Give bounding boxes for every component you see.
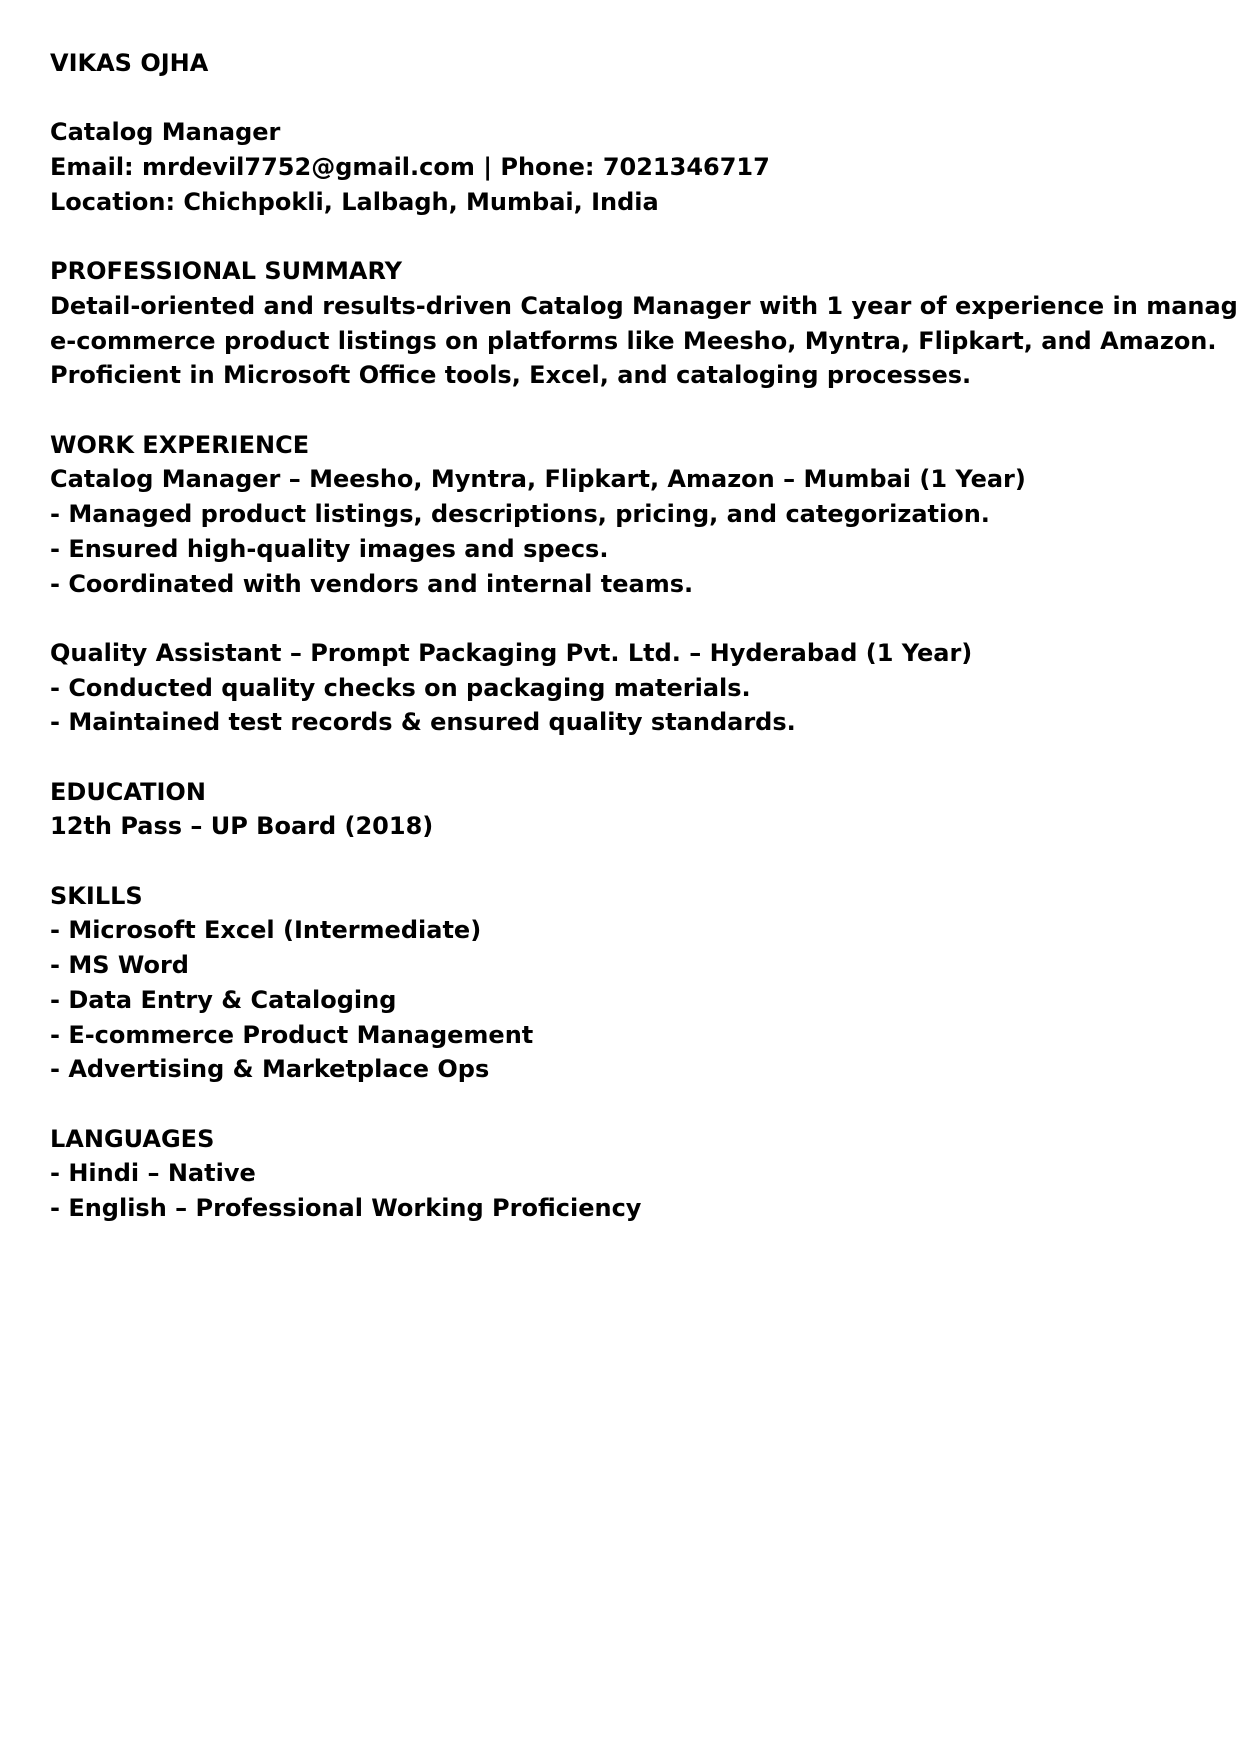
skill-item: - Data Entry & Cataloging [50,985,397,1014]
summary-section [50,254,1240,393]
education-entry: 12th Pass – UP Board (2018) [50,812,434,841]
job-bullet: - Coordinated with vendors and internal teams. [50,569,694,598]
section-heading: PROFESSIONAL SUMMARY [50,257,403,286]
experience-section [50,428,1240,740]
job-entry [50,462,1240,601]
skill-item: - Advertising & Marketplace Ops [50,1055,490,1084]
skill-item: - E-commerce Product Management [50,1020,534,1049]
spacer [50,740,1240,775]
summary-line: Proficient in Microsoft Office tools, Excel, and cataloging processes. [50,361,972,390]
spacer [50,601,1240,636]
job-title: Catalog Manager [50,118,281,147]
section-heading: EDUCATION [50,777,206,806]
location-info: Location: Chichpokli, Lalbagh, Mumbai, India [50,187,659,216]
spacer [50,81,1240,116]
skill-item: - MS Word [50,951,189,980]
job-bullet: - Conducted quality checks on packaging materials. [50,673,751,702]
job-bullet: - Managed product listings, descriptions, pricing, and categorization. [50,500,990,529]
contact-info: Email: mrdevil7752@gmail.com | Phone: 7021346717 [50,153,770,182]
resume-header [50,46,1240,220]
spacer [50,220,1240,255]
languages-section [50,1122,1240,1226]
spacer [50,393,1240,428]
section-heading: LANGUAGES [50,1124,215,1153]
job-entry-title: Quality Assistant – Prompt Packaging Pvt. Ltd. – Hyderabad (1 Year) [50,638,973,667]
language-item: - English – Professional Working Proficiency [50,1194,642,1223]
candidate-name: VIKAS OJHA [50,49,209,77]
resume-content [50,46,1240,1226]
job-entry-title: Catalog Manager – Meesho, Myntra, Flipkart, Amazon – Mumbai (1 Year) [50,465,1026,494]
spacer [50,844,1240,879]
job-bullet: - Ensured high-quality images and specs. [50,534,609,563]
section-heading: SKILLS [50,881,143,910]
skill-item: - Microsoft Excel (Intermediate) [50,916,482,945]
education-section [50,775,1240,844]
language-item: - Hindi – Native [50,1159,256,1188]
job-entry [50,636,1240,740]
summary-line: Detail-oriented and results-driven Catalog Manager with 1 year of experience in manag [50,291,1238,320]
summary-line: e-commerce product listings on platforms like Meesho, Myntra, Flipkart, and Amazon. [50,326,1217,355]
job-bullet: - Maintained test records & ensured quality standards. [50,708,796,737]
skills-section [50,879,1240,1087]
section-heading: WORK EXPERIENCE [50,430,310,459]
spacer [50,1087,1240,1122]
